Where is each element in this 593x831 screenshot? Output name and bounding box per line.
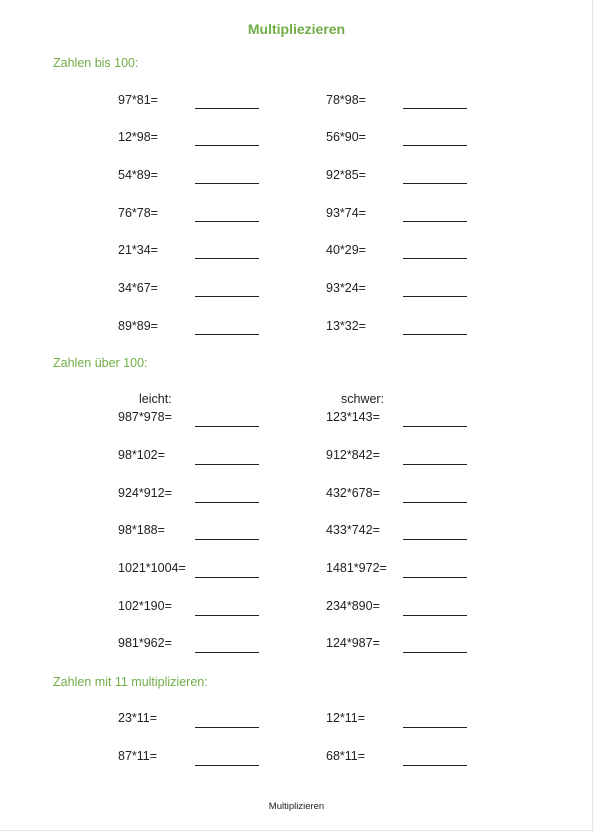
problem-label: 98*102= bbox=[118, 448, 165, 462]
problem-label: 12*98= bbox=[118, 130, 158, 144]
problem-label: 912*842= bbox=[326, 448, 380, 462]
answer-line bbox=[403, 765, 467, 766]
answer-line bbox=[195, 258, 259, 259]
answer-line bbox=[403, 258, 467, 259]
problem-label: 93*74= bbox=[326, 206, 366, 220]
answer-line bbox=[195, 502, 259, 503]
column-header-hard: schwer: bbox=[341, 392, 385, 406]
problem-label: 432*678= bbox=[326, 486, 380, 500]
answer-line bbox=[195, 765, 259, 766]
answer-line bbox=[403, 145, 467, 146]
answer-line bbox=[195, 577, 259, 578]
answer-line bbox=[195, 183, 259, 184]
problem-label: 23*11= bbox=[118, 711, 158, 725]
section-heading-over-100: Zahlen über 100: bbox=[53, 356, 148, 370]
answer-line bbox=[403, 539, 467, 540]
problem-label: 68*11= bbox=[326, 749, 366, 763]
problem-label: 56*90= bbox=[326, 130, 366, 144]
problem-label: 93*24= bbox=[326, 281, 366, 295]
answer-line bbox=[403, 426, 467, 427]
problem-label: 102*190= bbox=[118, 599, 172, 613]
problem-label: 89*89= bbox=[118, 319, 158, 333]
answer-line bbox=[403, 577, 467, 578]
answer-line bbox=[403, 296, 467, 297]
problem-label: 97*81= bbox=[118, 93, 158, 107]
problem-label: 40*29= bbox=[326, 243, 366, 257]
problem-label: 34*67= bbox=[118, 281, 158, 295]
problem-label: 98*188= bbox=[118, 523, 165, 537]
column-header-easy: leicht: bbox=[139, 392, 172, 406]
answer-line bbox=[195, 145, 259, 146]
problem-label: 1481*972= bbox=[326, 561, 387, 575]
answer-line bbox=[195, 464, 259, 465]
answer-line bbox=[195, 615, 259, 616]
answer-line bbox=[403, 464, 467, 465]
problem-label: 124*987= bbox=[326, 636, 380, 650]
problem-label: 12*11= bbox=[326, 711, 366, 725]
answer-line bbox=[195, 539, 259, 540]
page-title: Multipliezieren bbox=[247, 21, 346, 37]
problem-label: 981*962= bbox=[118, 636, 172, 650]
answer-line bbox=[195, 108, 259, 109]
answer-line bbox=[195, 221, 259, 222]
problem-label: 924*912= bbox=[118, 486, 172, 500]
answer-line bbox=[403, 334, 467, 335]
section-heading-multiply-by-11: Zahlen mit 11 multiplizieren: bbox=[53, 675, 208, 689]
answer-line bbox=[195, 652, 259, 653]
answer-line bbox=[403, 727, 467, 728]
problem-label: 234*890= bbox=[326, 599, 380, 613]
answer-line bbox=[403, 108, 467, 109]
problem-label: 123*143= bbox=[326, 410, 380, 424]
problem-label: 987*978= bbox=[118, 410, 172, 424]
answer-line bbox=[195, 334, 259, 335]
answer-line bbox=[403, 652, 467, 653]
problem-label: 92*85= bbox=[326, 168, 366, 182]
answer-line bbox=[195, 296, 259, 297]
page-footer: Multiplizieren bbox=[268, 801, 325, 812]
section-heading-up-to-100: Zahlen bis 100: bbox=[53, 56, 139, 70]
answer-line bbox=[195, 426, 259, 427]
problem-label: 13*32= bbox=[326, 319, 366, 333]
problem-label: 87*11= bbox=[118, 749, 158, 763]
problem-label: 433*742= bbox=[326, 523, 380, 537]
problem-label: 78*98= bbox=[326, 93, 366, 107]
problem-label: 54*89= bbox=[118, 168, 158, 182]
problem-label: 76*78= bbox=[118, 206, 158, 220]
answer-line bbox=[403, 221, 467, 222]
answer-line bbox=[195, 727, 259, 728]
problem-label: 21*34= bbox=[118, 243, 158, 257]
answer-line bbox=[403, 502, 467, 503]
answer-line bbox=[403, 615, 467, 616]
answer-line bbox=[403, 183, 467, 184]
problem-label: 1021*1004= bbox=[118, 561, 186, 575]
